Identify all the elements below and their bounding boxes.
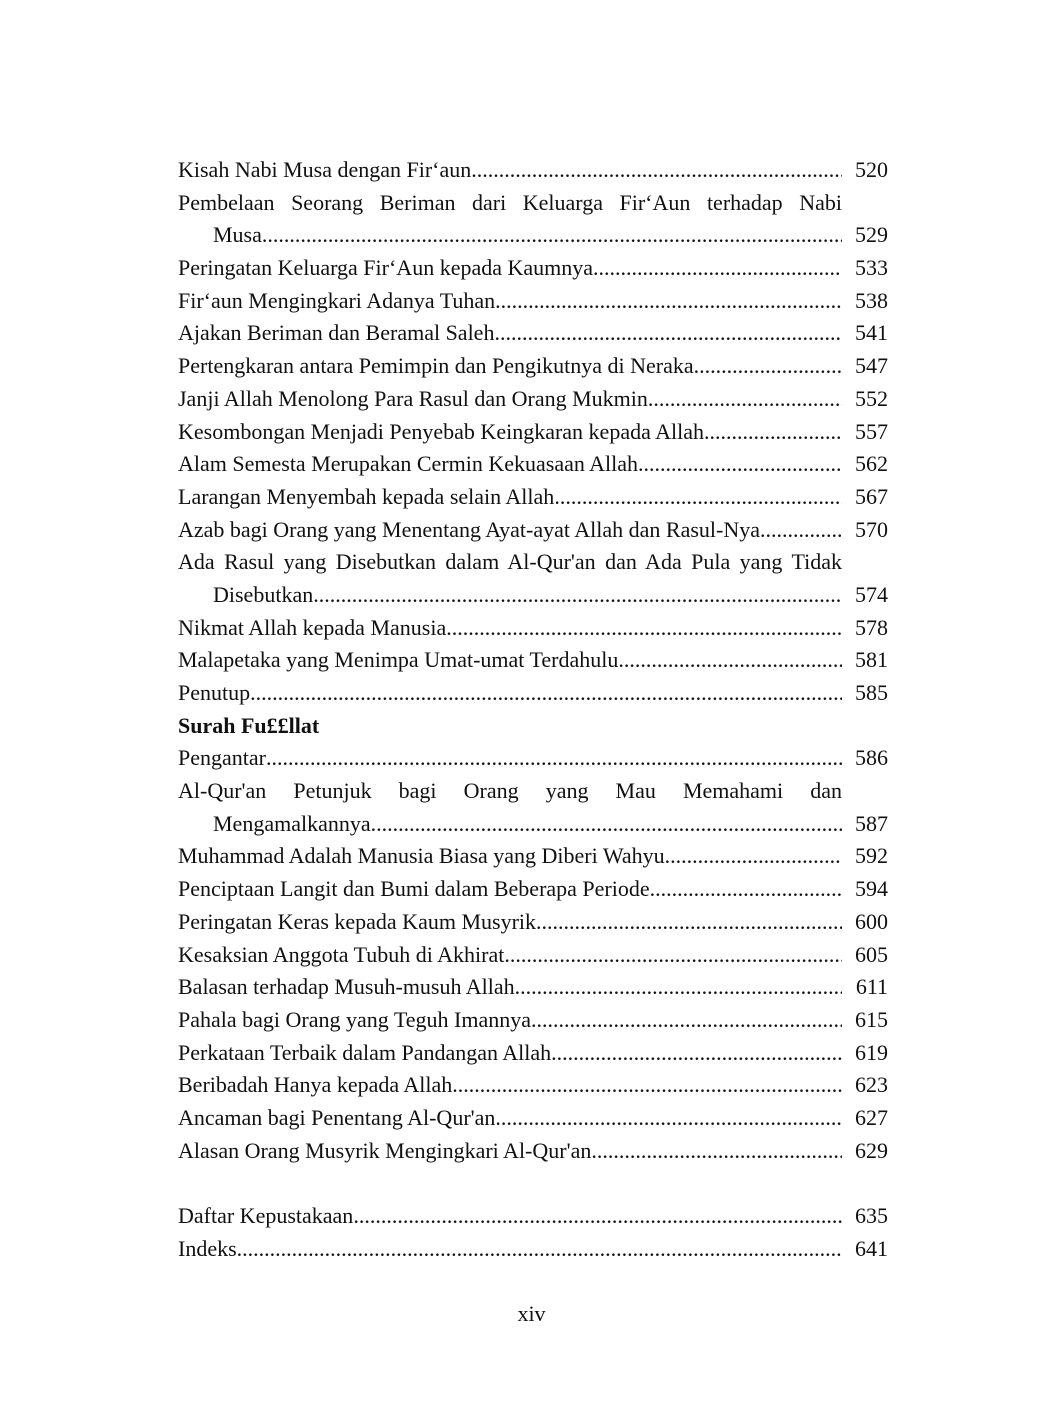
toc-entry-title: Muhammad Adalah Manusia Biasa yang Diberi Wahyu	[178, 843, 665, 869]
toc-entry-title: Peringatan Keras kepada Kaum Musyrik	[178, 908, 537, 934]
toc-entry-title-line1: Pembelaan Seorang Beriman dari Keluarga Fir‘Aun terhadap Nabi	[178, 189, 842, 215]
toc-entry-title: Balasan terhadap Musuh-musuh Allah	[178, 974, 515, 1000]
toc-entry-page: 586	[855, 745, 888, 771]
toc-entry	[178, 612, 888, 645]
dot-leader	[650, 873, 842, 906]
toc-entry	[178, 514, 888, 547]
toc-entry	[178, 677, 888, 710]
toc-entry-title: Ajakan Beriman dan Beramal Saleh	[178, 320, 495, 346]
toc-entry-page: 619	[855, 1039, 888, 1065]
toc-entry-back-matter	[178, 1200, 888, 1233]
toc-entry-page: 529	[855, 222, 888, 248]
toc-entry	[178, 448, 888, 481]
toc-entry-title-line1: Ada Rasul yang Disebutkan dalam Al-Qur'an dan Ada Pula yang Tidak	[178, 549, 842, 575]
toc-entry	[178, 1004, 888, 1037]
toc-entry-line1	[178, 775, 888, 808]
toc-entry-title: Kisah Nabi Musa dengan Fir‘aun	[178, 157, 472, 182]
toc-entry-page: 627	[855, 1104, 888, 1130]
toc-entry-title: Pahala bagi Orang yang Teguh Imannya	[178, 1006, 531, 1032]
toc-entry-title: Alasan Orang Musyrik Mengingkari Al-Qur'an	[178, 1137, 592, 1163]
toc-entry	[178, 285, 888, 318]
toc-entry-page: 533	[855, 255, 888, 281]
toc-entry-page: 615	[855, 1006, 888, 1032]
toc-entry	[178, 252, 888, 285]
toc-entry-page: 547	[855, 353, 888, 379]
toc-entry-title: Kesaksian Anggota Tubuh di Akhirat	[178, 941, 505, 967]
dot-leader	[313, 579, 842, 612]
toc-entry-title: Penutup	[178, 680, 251, 705]
toc-entry-title: Janji Allah Menolong Para Rasul dan Orang Mukmin	[178, 385, 648, 411]
toc-entry	[178, 154, 888, 187]
dot-leader	[250, 677, 842, 710]
dot-leader	[531, 1004, 842, 1037]
dot-leader	[704, 416, 842, 449]
toc-entry-page: 570	[855, 516, 888, 542]
toc-entry	[178, 1135, 888, 1168]
toc-entry-title: Daftar Kepustakaan	[178, 1203, 354, 1228]
dot-leader	[694, 350, 842, 383]
dot-leader	[495, 1102, 842, 1135]
dot-leader	[515, 971, 842, 1004]
dot-leader	[618, 644, 842, 677]
toc-entry-page: 623	[855, 1072, 888, 1098]
toc-entry-title: Perkataan Terbaik dalam Pandangan Allah	[178, 1039, 552, 1065]
dot-leader	[591, 1135, 842, 1168]
dot-leader	[665, 840, 842, 873]
table-of-contents	[178, 154, 888, 1265]
toc-entry-page: 594	[855, 876, 888, 902]
toc-entry-title: Pengantar	[178, 745, 266, 771]
dot-leader	[504, 939, 842, 972]
toc-entry-title: Alam Semesta Merupakan Cermin Kekuasaan Allah	[178, 451, 639, 477]
toc-entry-title: Peringatan Keluarga Fir‘Aun kepada Kaumnya	[178, 255, 594, 281]
toc-entry-title: Beribadah Hanya kepada Allah	[178, 1072, 453, 1098]
toc-entry	[178, 742, 888, 775]
dot-leader	[494, 317, 842, 350]
toc-entry-page: 635	[855, 1203, 888, 1228]
dot-leader	[262, 219, 842, 252]
page-number: xiv	[517, 1301, 546, 1326]
toc-entry-title-line1: Al-Qur'an Petunjuk bagi Orang yang Mau Memahami dan	[178, 778, 842, 804]
dot-leader	[452, 1069, 842, 1102]
toc-entry-page: 592	[855, 843, 888, 869]
dot-leader	[471, 154, 842, 187]
toc-entry-title: Fir‘aun Mengingkari Adanya Tuhan	[178, 287, 496, 313]
toc-entry-title: Azab bagi Orang yang Menentang Ayat-ayat Allah dan Rasul-Nya	[178, 516, 761, 542]
toc-entry-page: 557	[855, 418, 888, 444]
dot-leader	[593, 252, 842, 285]
dot-leader	[551, 1037, 842, 1070]
toc-entry-page: 587	[855, 810, 888, 836]
toc-entry-title: Penciptaan Langit dan Bumi dalam Beberapa Periode	[178, 876, 650, 902]
toc-entry	[178, 481, 888, 514]
toc-entry-page: 611	[855, 974, 888, 1000]
toc-entry-title-line2: Mengamalkannya	[213, 810, 371, 836]
toc-entry-line1	[178, 546, 888, 579]
toc-entry-page: 585	[855, 680, 888, 705]
toc-entry	[178, 873, 888, 906]
toc-entry-line2	[178, 219, 888, 252]
toc-entry	[178, 1037, 888, 1070]
toc-entry-line2	[178, 579, 888, 612]
toc-entry-page: 567	[855, 483, 888, 509]
toc-entry	[178, 971, 888, 1004]
toc-entry-page: 552	[855, 385, 888, 411]
dot-leader	[371, 808, 842, 841]
dot-leader	[266, 742, 842, 775]
toc-entry-page: 578	[855, 614, 888, 640]
toc-entry-page: 574	[855, 581, 888, 607]
toc-entry-page: 520	[855, 157, 888, 182]
toc-entry	[178, 644, 888, 677]
toc-entry	[178, 1102, 888, 1135]
toc-entry	[178, 350, 888, 383]
toc-entry-title: Pertengkaran antara Pemimpin dan Pengikutnya di Neraka	[178, 353, 694, 379]
toc-entry	[178, 383, 888, 416]
toc-entry-title-line2: Disebutkan	[213, 581, 314, 607]
toc-entry	[178, 939, 888, 972]
toc-entry-back-matter	[178, 1233, 888, 1266]
toc-entry-title: Larangan Menyembah kepada selain Allah	[178, 483, 555, 509]
toc-entry	[178, 906, 888, 939]
dot-leader	[638, 448, 842, 481]
dot-leader	[237, 1233, 842, 1266]
toc-entry-page: 600	[855, 908, 888, 934]
toc-entry	[178, 317, 888, 350]
toc-entry-title: Ancaman bagi Penentang Al-Qur'an	[178, 1104, 496, 1130]
section-heading: Surah Fu££llat	[178, 712, 320, 738]
toc-entry	[178, 416, 888, 449]
toc-entry-title-line2: Musa	[213, 222, 262, 248]
toc-entry	[178, 840, 888, 873]
dot-leader	[554, 481, 842, 514]
toc-entry-line2	[178, 808, 888, 841]
toc-entry-page: 605	[855, 941, 888, 967]
dot-leader	[446, 612, 842, 645]
toc-entry-title: Nikmat Allah kepada Manusia	[178, 614, 447, 640]
toc-entry-title: Kesombongan Menjadi Penyebab Keingkaran kepada Allah	[178, 418, 705, 444]
toc-entry-page: 562	[855, 451, 888, 477]
toc-entry-page: 541	[855, 320, 888, 346]
dot-leader	[495, 285, 842, 318]
toc-entry	[178, 1069, 888, 1102]
toc-entry-page: 629	[855, 1137, 888, 1163]
toc-entry-page: 538	[855, 287, 888, 313]
toc-entry-title: Malapetaka yang Menimpa Umat-umat Terdahulu	[178, 647, 619, 673]
toc-entry-title: Indeks	[178, 1235, 237, 1261]
dot-leader	[536, 906, 842, 939]
dot-leader	[648, 383, 842, 416]
dot-leader	[353, 1200, 842, 1233]
toc-entry-page: 581	[855, 647, 888, 673]
toc-entry-line1	[178, 187, 888, 220]
dot-leader	[760, 514, 842, 547]
toc-entry-page: 641	[855, 1235, 888, 1261]
